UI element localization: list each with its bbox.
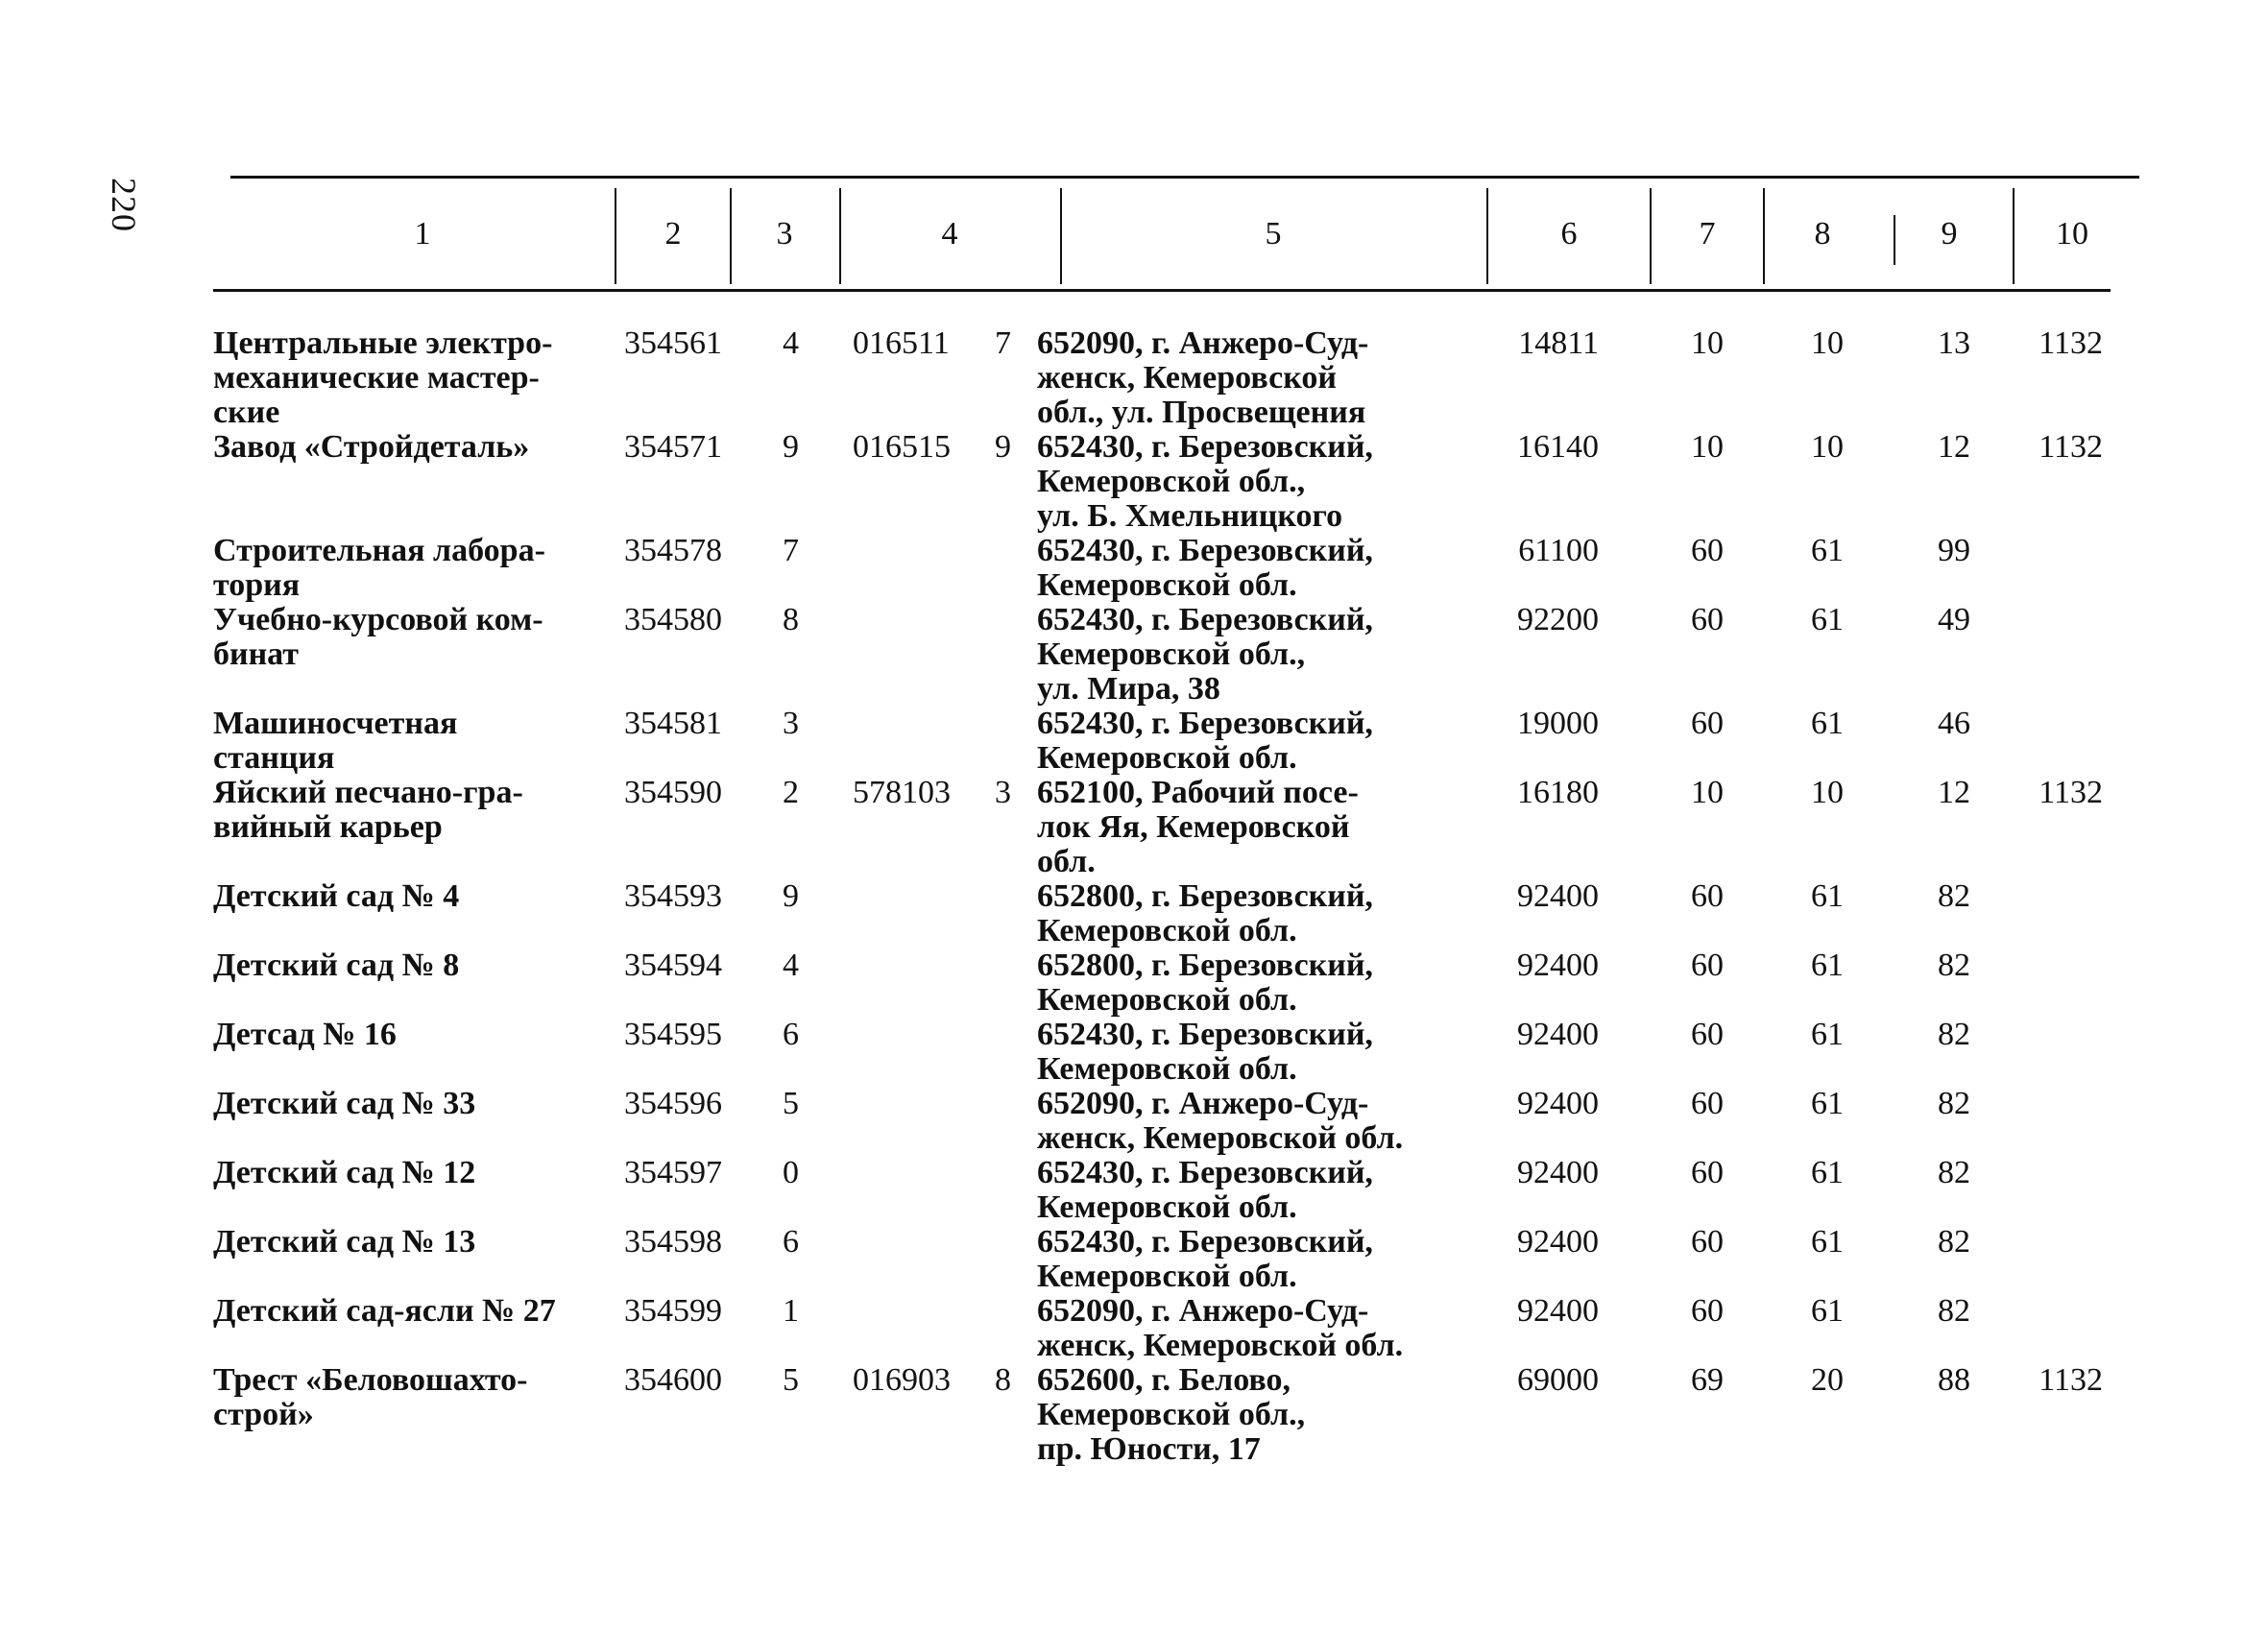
address: 652430, г. Березовский, Кемеровской обл.: [1037, 1017, 1373, 1087]
header-col-9: 9: [1941, 215, 1958, 252]
col-8-value: 61: [1811, 1086, 1844, 1121]
address: 652430, г. Березовский, Кемеровской обл.: [1037, 706, 1373, 776]
header-col-7: 7: [1699, 215, 1716, 252]
col-7-value: 60: [1691, 706, 1724, 741]
check-digit: 6: [783, 1224, 799, 1260]
address: 652430, г. Березовский, Кемеровской обл., ул. Мира, 38: [1037, 602, 1373, 707]
col-8-value: 61: [1811, 706, 1844, 741]
header-col-4: 4: [941, 215, 958, 252]
org-name: Завод «Стройдеталь»: [213, 429, 530, 465]
col-8-value: 10: [1811, 325, 1844, 361]
col-9-value: 82: [1938, 1017, 1970, 1052]
col-10-value: 1132: [2039, 325, 2103, 361]
address: 652600, г. Белово, Кемеровской обл., пр. Юности, 17: [1037, 1362, 1306, 1467]
check-digit: 7: [783, 533, 799, 568]
col-6-value: 69000: [1517, 1362, 1599, 1398]
col-6-value: 19000: [1517, 706, 1599, 741]
col-9-value: 46: [1938, 706, 1970, 741]
page-number: 220: [105, 178, 143, 232]
org-code: 354593: [624, 878, 722, 914]
col-9-value: 82: [1938, 1293, 1970, 1329]
check-digit: 5: [783, 1086, 799, 1121]
col-6-value: 92400: [1517, 1224, 1599, 1260]
org-code: 354595: [624, 1017, 722, 1052]
check-digit: 3: [783, 706, 799, 741]
org-name: Машиносчетная станция: [213, 706, 458, 776]
address: 652090, г. Анжеро-Суд- женск, Кемеровской обл.: [1037, 1086, 1404, 1156]
okpo-check-digit: 8: [995, 1362, 1011, 1398]
col-9-value: 82: [1938, 1224, 1970, 1260]
check-digit: 6: [783, 1017, 799, 1052]
col-8-value: 10: [1811, 429, 1844, 465]
col-6-value: 16180: [1517, 775, 1599, 810]
org-name: Детский сад-ясли № 27: [213, 1293, 556, 1329]
col-6-value: 92400: [1517, 1017, 1599, 1052]
org-name: Учебно-курсовой ком- бинат: [213, 602, 543, 672]
check-digit: 1: [783, 1293, 799, 1329]
col-7-value: 60: [1691, 878, 1724, 914]
col-7-value: 69: [1691, 1362, 1724, 1398]
org-code: 354596: [624, 1086, 722, 1121]
org-name: Детский сад № 13: [213, 1224, 476, 1260]
col-6-value: 14811: [1518, 325, 1599, 361]
org-code: 354580: [624, 602, 722, 637]
check-digit: 8: [783, 602, 799, 637]
org-name: Детсад № 16: [213, 1017, 397, 1052]
org-code: 354571: [624, 429, 722, 465]
check-digit: 2: [783, 775, 799, 810]
col-9-value: 82: [1938, 1086, 1970, 1121]
org-code: 354598: [624, 1224, 722, 1260]
col-9-value: 13: [1938, 325, 1970, 361]
header-col-3: 3: [776, 215, 793, 252]
check-digit: 9: [783, 429, 799, 465]
col-8-value: 61: [1811, 1017, 1844, 1052]
check-digit: 5: [783, 1362, 799, 1398]
col-6-value: 92400: [1517, 1086, 1599, 1121]
address: 652090, г. Анжеро-Суд- женск, Кемеровской обл., ул. Просвещения: [1037, 325, 1369, 430]
okpo-code: 016515: [853, 429, 951, 465]
col-6-value: 92400: [1517, 1293, 1599, 1329]
header-col-5: 5: [1265, 215, 1282, 252]
org-code: 354561: [624, 325, 722, 361]
address: 652430, г. Березовский, Кемеровской обл.: [1037, 533, 1373, 603]
col-9-value: 82: [1938, 1155, 1970, 1190]
org-name: Яйский песчано-гра- вийный карьер: [213, 775, 523, 845]
check-digit: 0: [783, 1155, 799, 1190]
col-6-value: 92400: [1517, 948, 1599, 983]
org-code: 354594: [624, 948, 722, 983]
okpo-check-digit: 9: [995, 429, 1011, 465]
org-name: Детский сад № 4: [213, 878, 460, 914]
col-6-value: 92400: [1517, 878, 1599, 914]
org-code: 354597: [624, 1155, 722, 1190]
col-9-value: 82: [1938, 948, 1970, 983]
org-code: 354581: [624, 706, 722, 741]
col-7-value: 60: [1691, 602, 1724, 637]
col-8-value: 20: [1811, 1362, 1844, 1398]
col-8-value: 10: [1811, 775, 1844, 810]
org-name: Детский сад № 33: [213, 1086, 476, 1121]
col-10-value: 1132: [2039, 775, 2103, 810]
col-9-value: 12: [1938, 429, 1970, 465]
okpo-check-digit: 3: [995, 775, 1011, 810]
col-8-value: 61: [1811, 533, 1844, 568]
org-code: 354599: [624, 1293, 722, 1329]
col-6-value: 92400: [1517, 1155, 1599, 1190]
col-7-value: 10: [1691, 429, 1724, 465]
col-7-value: 60: [1691, 1017, 1724, 1052]
col-6-value: 61100: [1518, 533, 1599, 568]
org-code: 354590: [624, 775, 722, 810]
org-name: Детский сад № 8: [213, 948, 460, 983]
header-col-1: 1: [414, 215, 431, 252]
col-7-value: 60: [1691, 948, 1724, 983]
col-7-value: 60: [1691, 1293, 1724, 1329]
col-6-value: 16140: [1517, 429, 1599, 465]
col-8-value: 61: [1811, 602, 1844, 637]
org-code: 354578: [624, 533, 722, 568]
col-9-value: 82: [1938, 878, 1970, 914]
col-9-value: 12: [1938, 775, 1970, 810]
header-col-6: 6: [1560, 215, 1578, 252]
check-digit: 4: [783, 948, 799, 983]
col-9-value: 99: [1938, 533, 1970, 568]
col-8-value: 61: [1811, 878, 1844, 914]
col-7-value: 60: [1691, 1224, 1724, 1260]
col-8-value: 61: [1811, 1224, 1844, 1260]
address: 652430, г. Березовский, Кемеровской обл.: [1037, 1155, 1373, 1225]
col-10-value: 1132: [2039, 429, 2103, 465]
col-9-value: 88: [1938, 1362, 1970, 1398]
org-name: Трест «Беловошахто- строй»: [213, 1362, 528, 1432]
header-col-2: 2: [664, 215, 682, 252]
header-col-10: 10: [2056, 215, 2088, 252]
okpo-code: 016511: [853, 325, 950, 361]
col-6-value: 92200: [1517, 602, 1599, 637]
check-digit: 9: [783, 878, 799, 914]
org-code: 354600: [624, 1362, 722, 1398]
table-header: [0, 179, 2268, 289]
col-7-value: 10: [1691, 325, 1724, 361]
address: 652430, г. Березовский, Кемеровской обл., ул. Б. Хмельницкого: [1037, 429, 1373, 534]
address: 652100, Рабочий посе- лок Яя, Кемеровской обл.: [1037, 775, 1359, 879]
col-9-value: 49: [1938, 602, 1970, 637]
col-7-value: 60: [1691, 533, 1724, 568]
col-7-value: 60: [1691, 1086, 1724, 1121]
table-header-rule: [213, 289, 2111, 292]
col-8-value: 61: [1811, 948, 1844, 983]
check-digit: 4: [783, 325, 799, 361]
address: 652800, г. Березовский, Кемеровской обл.: [1037, 878, 1373, 948]
org-name: Детский сад № 12: [213, 1155, 476, 1190]
address: 652090, г. Анжеро-Суд- женск, Кемеровской обл.: [1037, 1293, 1404, 1363]
col-8-value: 61: [1811, 1293, 1844, 1329]
col-7-value: 10: [1691, 775, 1724, 810]
org-name: Центральные электро- механические мастер- ские: [213, 325, 553, 430]
address: 652430, г. Березовский, Кемеровской обл.: [1037, 1224, 1373, 1294]
header-col-8: 8: [1814, 215, 1831, 252]
okpo-code: 578103: [853, 775, 951, 810]
col-10-value: 1132: [2039, 1362, 2103, 1398]
address: 652800, г. Березовский, Кемеровской обл.: [1037, 948, 1373, 1018]
col-7-value: 60: [1691, 1155, 1724, 1190]
okpo-check-digit: 7: [995, 325, 1011, 361]
okpo-code: 016903: [853, 1362, 951, 1398]
col-8-value: 61: [1811, 1155, 1844, 1190]
org-name: Строительная лабора- тория: [213, 533, 545, 603]
